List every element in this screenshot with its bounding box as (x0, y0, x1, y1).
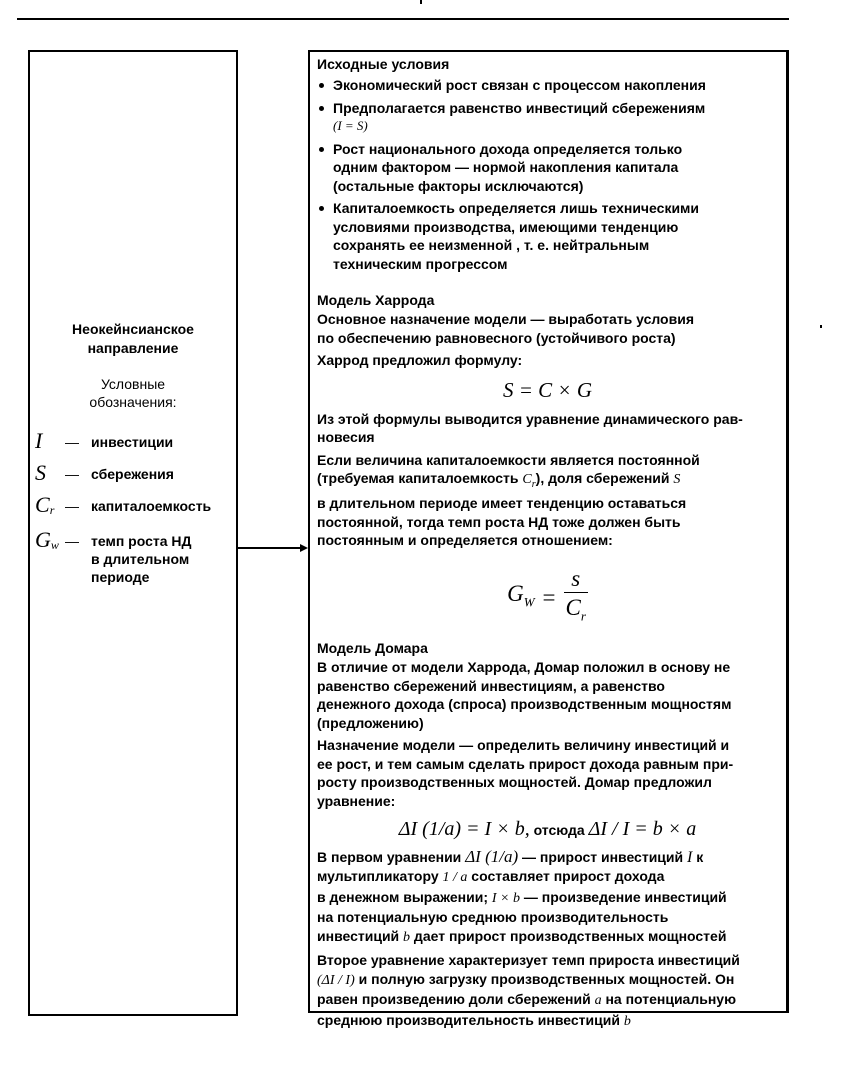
scan-artifact (420, 0, 422, 4)
section-title-domar-model: Модель Домара (317, 640, 428, 657)
symbol-row-savings (35, 460, 236, 487)
growth-rate-formula: $G_W$ = $\frac{s}{C_r}$ (317, 566, 778, 632)
symbol-S: S (35, 460, 46, 485)
arrow-right-icon (300, 544, 308, 552)
domar-first-equation-paragraph: В первом уравнении ΔI (1/a) — прирост инвестиций I к мультипликатору 1 / a составляет прирост дохода в денежном выражении; I × b — произведение инвестиций на потенциальную среднюю производительность инвестиций b дает прирост производственных мощностей (317, 846, 727, 945)
right-panel-models (308, 50, 789, 1029)
symbol-row-capital-intensity (35, 492, 236, 522)
domar-second-equation-paragraph: Второе уравнение характеризует темп прироста инвестиций (ΔI / I) и полную загрузку производственных мощностей. Он равен произведению доли сбережений a на потенциальную среднюю производительность инвестиций b (317, 952, 740, 1029)
harrod-proposed-paragraph: Харрод предложил формулу: (317, 352, 523, 368)
symbol-definition: темп роста НД в длительном периоде (91, 533, 192, 585)
list-item: Рост национального дохода определяется только одним фактором — нормой накопления капитала (остальные факторы исключаются) (317, 140, 778, 196)
domar-purpose-paragraph: Назначение модели — определить величину инвестиций и ее рост, и тем самым сделать прирост дохода равным при- росту производственных мощностей. Домар предложил уравнение: (317, 737, 734, 809)
symbol-definition: инвестиции (91, 434, 174, 450)
scan-artifact (820, 325, 822, 328)
symbol-Cr: $C_r$ (35, 492, 55, 517)
symbol-dash: — (65, 498, 79, 514)
domar-difference-paragraph: В отличие от модели Харрода, Домар положил в основу не равенство сбережений инвестициям, а равенство денежного дохода (спроса) производственным мощностям (предложению) (317, 659, 732, 731)
symbol-row-investment (35, 428, 236, 455)
symbol-dash: — (65, 466, 79, 482)
direction-title-line1: Неокейнсианское (72, 321, 194, 337)
list-item: Экономический рост связан с процессом накопления (317, 76, 778, 95)
left-panel-content (30, 320, 236, 586)
symbol-dash: — (65, 533, 79, 549)
list-item: Капиталоемкость определяется лишь техническими условиями производства, имеющими тенденцию сохранять ее неизменной , т. е. нейтральным техническим прогрессом (317, 199, 778, 273)
symbol-dash: — (65, 434, 79, 450)
harrod-capital-intensity-paragraph: Если величина капиталоемкости является постоянной (требуемая капиталоемкость $C_r$), доля сбережений S в длительном периоде имеет тенденцию оставаться постоянной, тогда темп роста НД тоже должен быть постоянным и определяется отношением: (317, 451, 700, 549)
fraction: $\frac{s}{C_r}$ (564, 566, 588, 632)
legend-title-line2: обозначения: (89, 394, 177, 410)
list-item: Предполагается равенство инвестиций сбережениям (I = S) (317, 99, 778, 136)
top-horizontal-rule (17, 18, 789, 20)
harrod-formula: S = C × G (502, 377, 592, 402)
legend-title-line1: Условные (100, 376, 166, 392)
section-title-initial-conditions: Исходные условия (317, 56, 450, 72)
connector-arrow-line (237, 547, 303, 549)
left-panel-neokeynesian (28, 50, 238, 1016)
symbol-definition: сбережения (91, 466, 174, 482)
symbol-row-growth-rate (35, 527, 236, 586)
symbol-I: I (35, 428, 43, 453)
initial-conditions-list (317, 76, 778, 273)
section-title-harrod-model: Модель Харрода (317, 292, 435, 308)
legend-title (30, 375, 236, 411)
harrod-derivation-paragraph: Из этой формулы выводится уравнение динамического рав- новесия (317, 410, 743, 445)
symbol-legend (30, 428, 236, 586)
right-panel-content (310, 52, 786, 1031)
direction-title-line2: направление (87, 340, 179, 356)
symbol-definition: капиталоемкость (91, 498, 212, 514)
harrod-purpose-paragraph: Основное назначение модели — выработать условия по обеспечению равновесного (устойчивого роста) (317, 311, 694, 346)
direction-title (30, 320, 236, 358)
domar-formula: ΔI (1/a) = I × b, отсюда ΔI / I = b × a (398, 818, 697, 841)
symbol-Gw: $G_w$ (35, 527, 59, 552)
